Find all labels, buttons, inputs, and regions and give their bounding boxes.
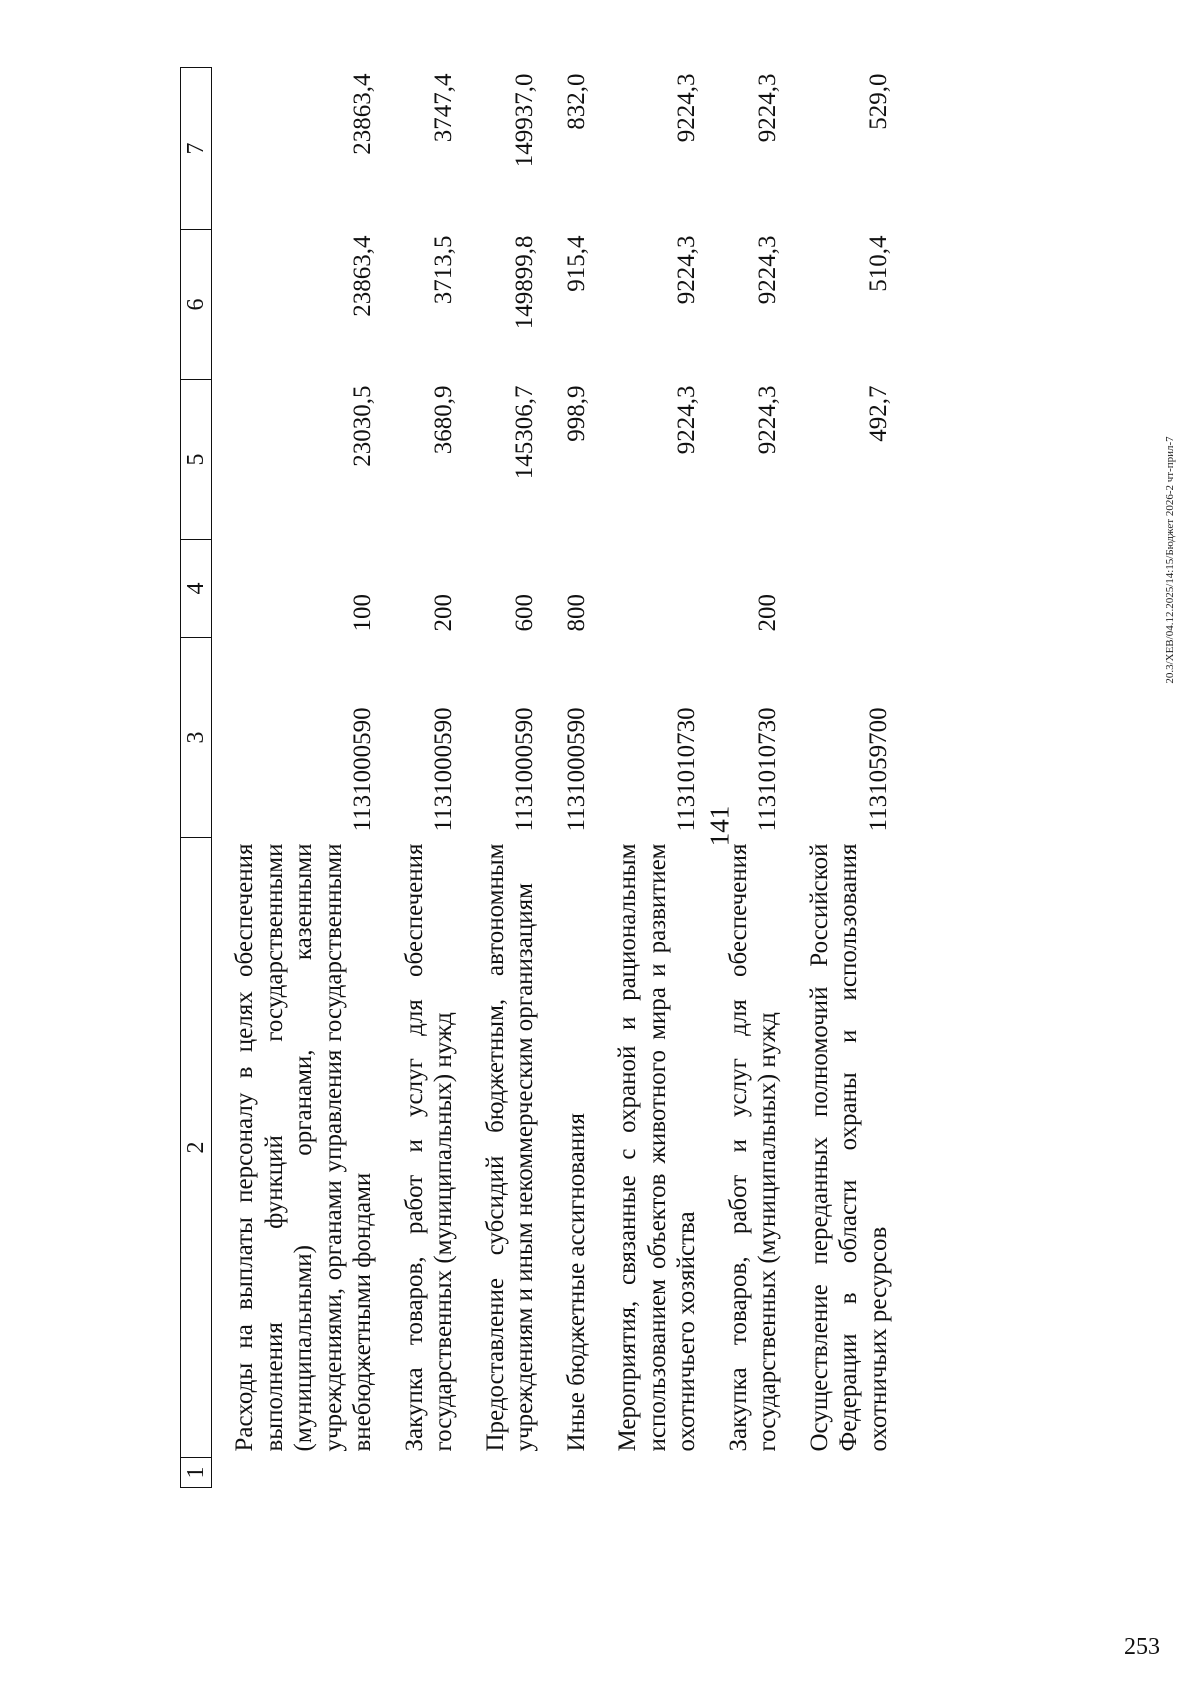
row-value-col5: 492,7 bbox=[864, 385, 892, 442]
budget-table bbox=[180, 67, 897, 1488]
header-col-7: 7 bbox=[181, 68, 212, 230]
row-value-col7: 832,0 bbox=[562, 73, 590, 130]
row-index-cell bbox=[212, 1458, 382, 1488]
row-index-cell bbox=[706, 1458, 787, 1488]
row-expense-type: 800 bbox=[562, 594, 590, 632]
header-row bbox=[181, 68, 212, 1488]
row-expense-type bbox=[595, 540, 706, 638]
row-value-col5: 9224,3 bbox=[673, 385, 700, 455]
header-col-3: 3 bbox=[181, 638, 212, 838]
header-col-2: 2 bbox=[181, 838, 212, 1458]
row-value-col5: 998,9 bbox=[562, 385, 590, 442]
table-row bbox=[595, 68, 706, 1488]
table-row bbox=[706, 68, 787, 1488]
table-row bbox=[787, 68, 898, 1488]
row-description: Закупка товаров, работ и услуг для обеспечения государственных (муниципальных) нужд bbox=[724, 843, 781, 1452]
row-value-col5: 9224,3 bbox=[754, 385, 781, 455]
row-value-col6: 9224,3 bbox=[754, 235, 781, 305]
row-expense-type: 200 bbox=[430, 594, 457, 632]
row-code: 1131010730 bbox=[673, 707, 700, 832]
row-code: 1131000590 bbox=[430, 707, 457, 832]
row-index-cell bbox=[382, 1458, 463, 1488]
row-expense-type bbox=[787, 540, 898, 638]
row-index-cell bbox=[544, 1458, 596, 1488]
row-description: Расходы на выплаты персоналу в целях обеспечения выполнения функций государственными (муниципальными) органами, казенными учреждениями, органами управления государственными внебюджетными фондами bbox=[231, 843, 376, 1452]
row-value-col5: 3680,9 bbox=[430, 385, 457, 455]
row-value-col6: 915,4 bbox=[562, 235, 590, 292]
row-expense-type: 100 bbox=[349, 594, 376, 632]
row-value-col6: 510,4 bbox=[864, 235, 892, 292]
row-value-col6: 149899,8 bbox=[511, 235, 538, 330]
table-row bbox=[212, 68, 382, 1488]
row-description: Предоставление субсидий бюджетным, автономным учреждениям и иным некоммерческим организациям bbox=[481, 843, 538, 1452]
page-number: 141 bbox=[704, 805, 735, 847]
row-code: 1131010730 bbox=[754, 707, 781, 832]
row-value-col6: 23863,4 bbox=[349, 235, 376, 317]
row-code: 1131059700 bbox=[864, 707, 892, 832]
table-row bbox=[382, 68, 463, 1488]
row-index-cell bbox=[463, 1458, 544, 1488]
header-col-4: 4 bbox=[181, 540, 212, 638]
row-index-cell bbox=[787, 1458, 898, 1488]
row-value-col7: 3747,4 bbox=[430, 73, 457, 143]
table-row bbox=[544, 68, 596, 1488]
row-value-col7: 23863,4 bbox=[349, 73, 376, 155]
row-code: 1131000590 bbox=[562, 707, 590, 832]
row-expense-type: 600 bbox=[511, 594, 538, 632]
row-code: 1131000590 bbox=[511, 707, 538, 832]
row-value-col6: 3713,5 bbox=[430, 235, 457, 305]
footer-file-note: 20.3/XEB/04.12.2025/14:15/Бюджет 2026-2 чт-прил-7 bbox=[1164, 436, 1176, 684]
row-value-col7: 529,0 bbox=[864, 73, 892, 130]
sheet-number: 253 bbox=[1124, 1634, 1160, 1660]
row-index-cell bbox=[595, 1458, 706, 1488]
row-description: Закупка товаров, работ и услуг для обеспечения государственных (муниципальных) нужд bbox=[400, 843, 457, 1452]
row-value-col7: 9224,3 bbox=[673, 73, 700, 143]
row-value-col5: 23030,5 bbox=[349, 385, 376, 467]
header-col-1: 1 bbox=[181, 1458, 212, 1488]
row-code: 1131000590 bbox=[349, 707, 376, 832]
row-value-col7: 149937,0 bbox=[511, 73, 538, 168]
row-description: Мероприятия, связанные с охраной и рациональным использованием объектов животного мира и развитием охотничьего хозяйства bbox=[614, 843, 700, 1452]
row-expense-type: 200 bbox=[754, 594, 781, 632]
row-value-col6: 9224,3 bbox=[673, 235, 700, 305]
row-description: Осуществление переданных полномочий Российской Федерации в области охраны и использования охотничьих ресурсов bbox=[805, 843, 892, 1452]
table-row bbox=[463, 68, 544, 1488]
rotated-budget-table-container bbox=[180, 68, 1120, 1488]
header-col-6: 6 bbox=[181, 230, 212, 380]
row-value-col7: 9224,3 bbox=[754, 73, 781, 143]
header-col-5: 5 bbox=[181, 380, 212, 540]
row-description: Иные бюджетные ассигнования bbox=[562, 1112, 590, 1452]
row-value-col5: 145306,7 bbox=[511, 385, 538, 480]
